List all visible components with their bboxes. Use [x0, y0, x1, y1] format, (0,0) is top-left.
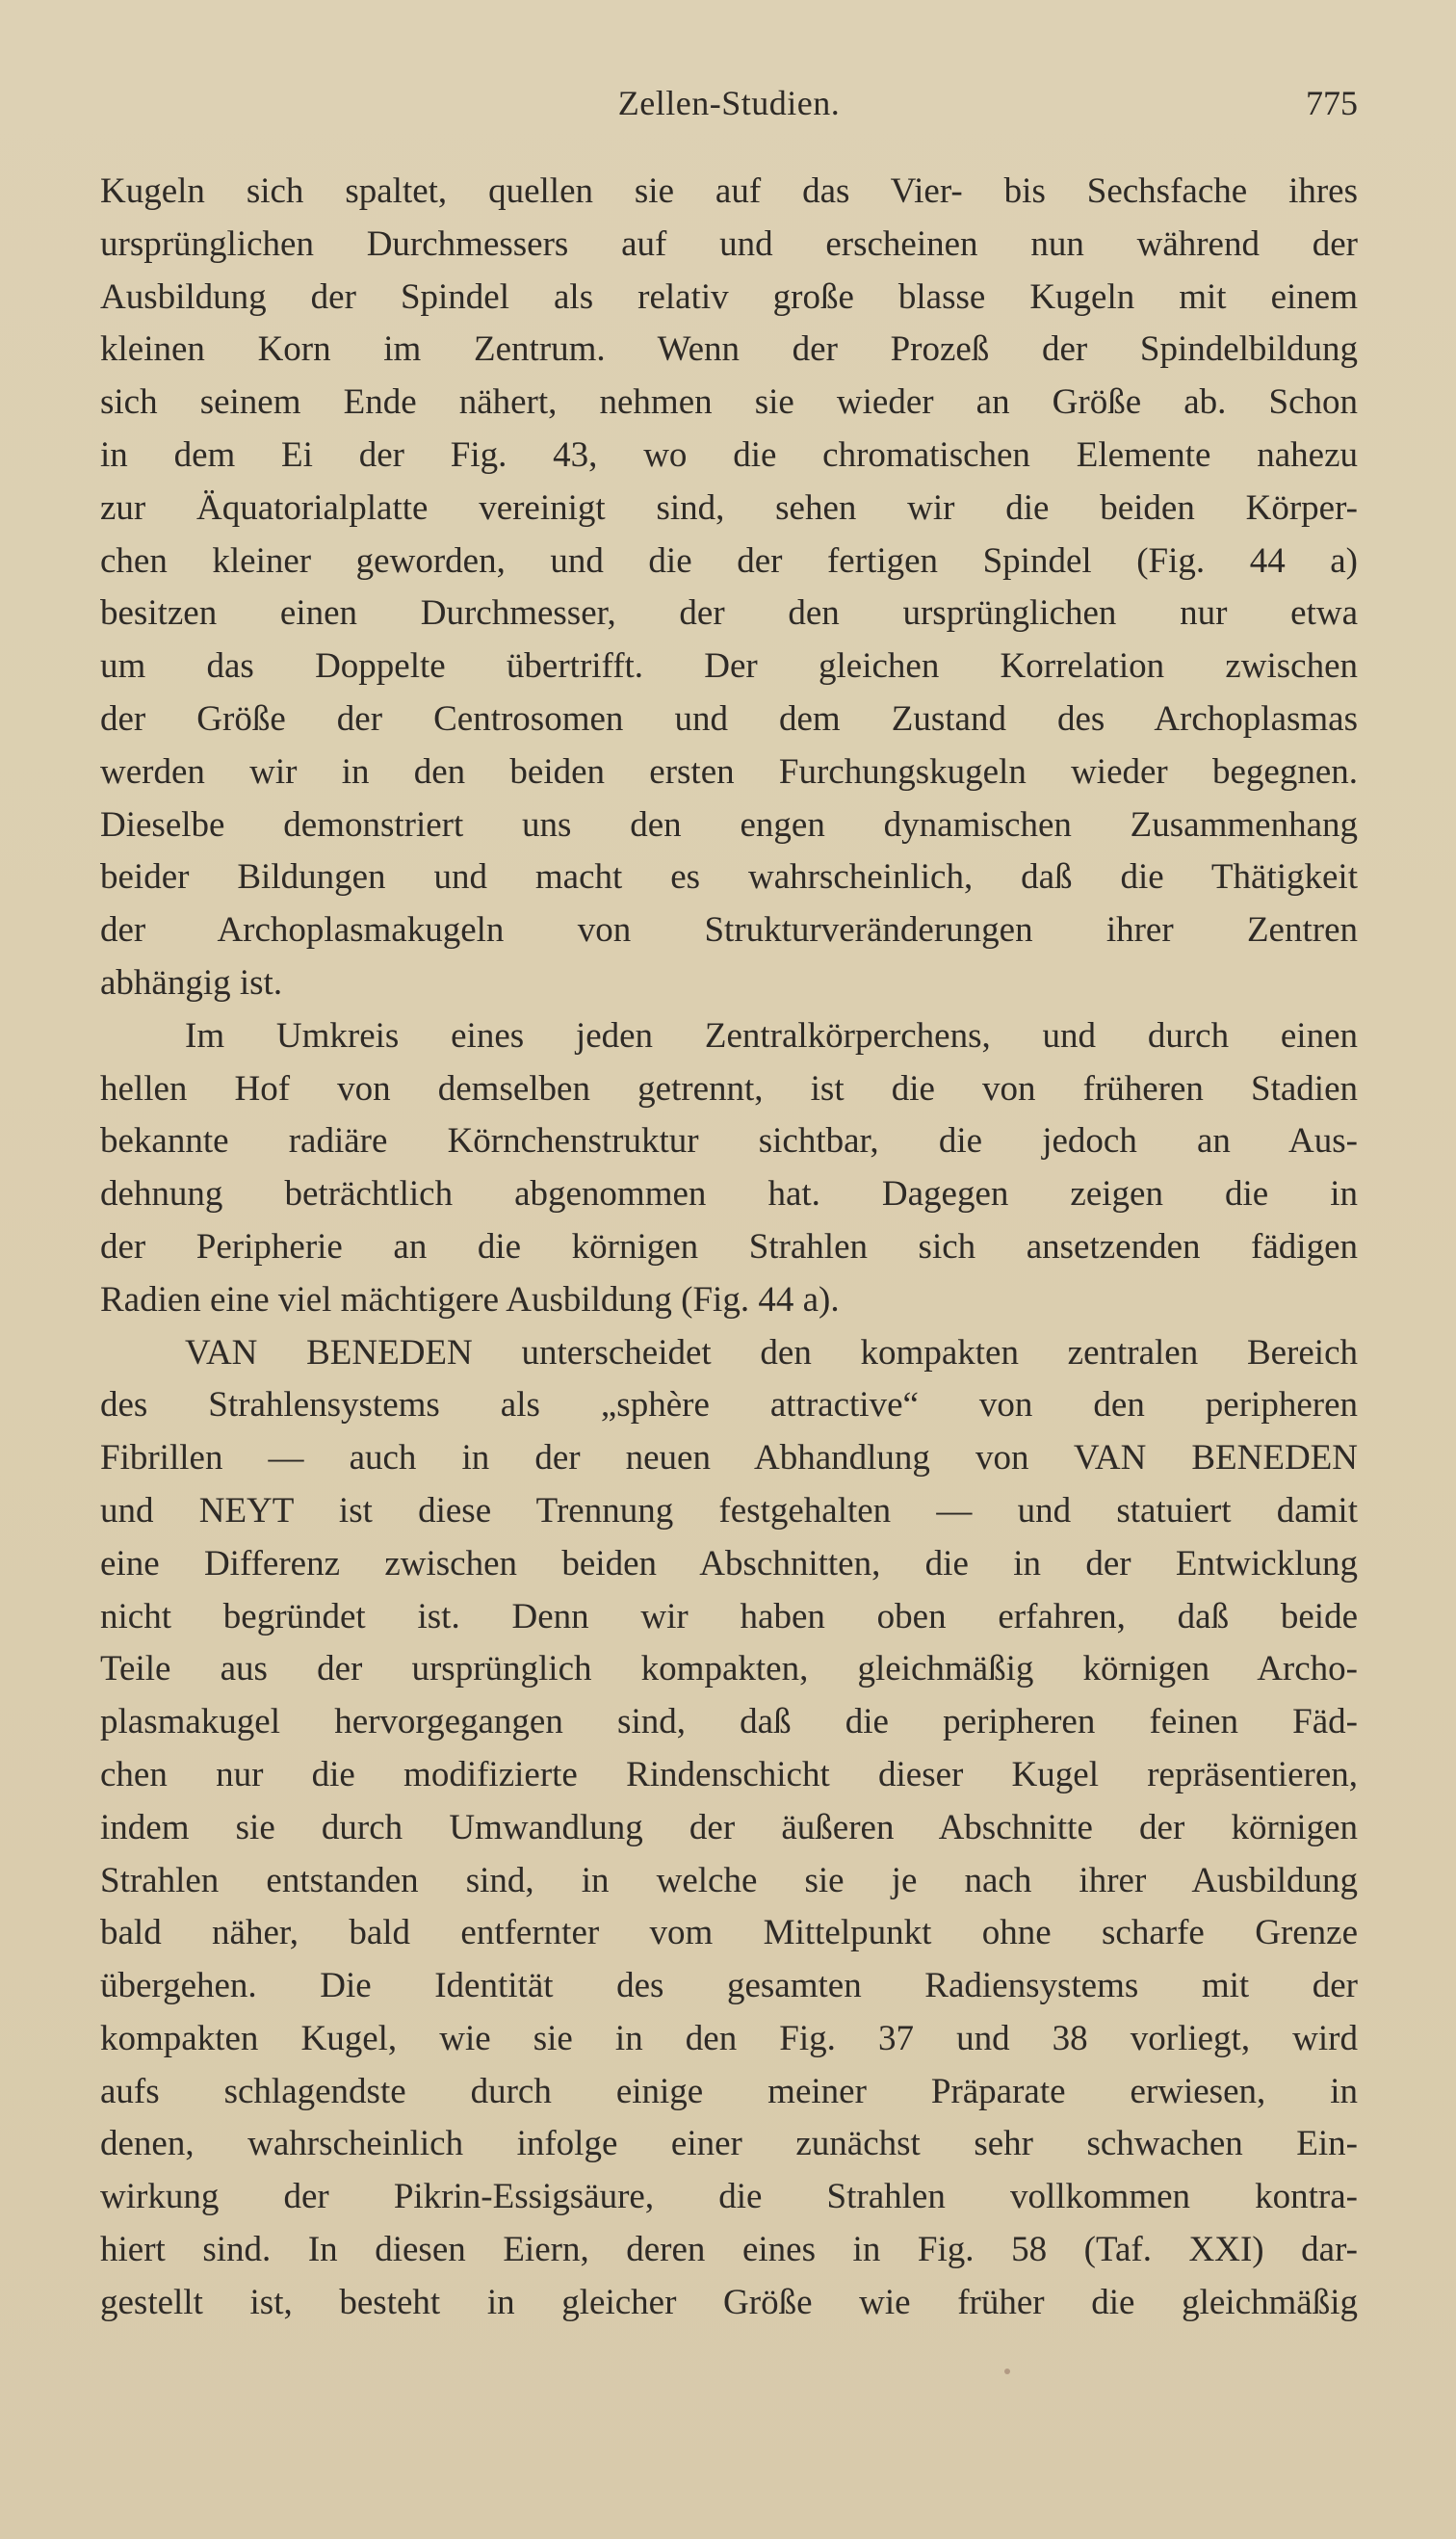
text-line: bald näher, bald entfernter vom Mittelpunkt ohne scharfe Grenze: [100, 1913, 1358, 1953]
text-line: aufs schlagendste durch einige meiner Präparate erwiesen, in: [100, 2071, 1358, 2111]
text-line: abhängig ist.: [100, 962, 283, 1003]
text-line: chen kleiner geworden, und die der fertigen Spindel (Fig. 44 a): [100, 540, 1358, 581]
text-line: Kugeln sich spaltet, quellen sie auf das Vier- bis Sechsfache ihres: [100, 171, 1358, 211]
page-number: 775: [1306, 84, 1358, 122]
page-header: [100, 83, 1358, 141]
text-line: denen, wahrscheinlich infolge einer zunächst sehr schwachen Ein-: [100, 2124, 1358, 2164]
text-line: kompakten Kugel, wie sie in den Fig. 37 und 38 vorliegt, wird: [100, 2018, 1358, 2058]
text-line: in dem Ei der Fig. 43, wo die chromatischen Elemente nahezu: [100, 434, 1358, 475]
text-line: werden wir in den beiden ersten Furchungskugeln wieder begegnen.: [100, 751, 1358, 792]
text-line: übergehen. Die Identität des gesamten Radiensystems mit der: [100, 1966, 1358, 2006]
text-line: hellen Hof von demselben getrennt, ist die von früheren Stadien: [100, 1068, 1358, 1109]
text-line: Teile aus der ursprünglich kompakten, gleichmäßig körnigen Archo-: [100, 1649, 1358, 1689]
text-line: eine Differenz zwischen beiden Abschnitten, die in der Entwicklung: [100, 1543, 1358, 1584]
body-text: [100, 166, 1358, 2330]
text-line: indem sie durch Umwandlung der äußeren Abschnitte der körnigen: [100, 1807, 1358, 1847]
text-line: Strahlen entstanden sind, in welche sie je nach ihrer Ausbildung: [100, 1860, 1358, 1900]
text-line: der Peripherie an die körnigen Strahlen sich ansetzenden fädigen: [100, 1226, 1358, 1267]
text-line: dehnung beträchtlich abgenommen hat. Dagegen zeigen die in: [100, 1174, 1358, 1215]
text-line: Ausbildung der Spindel als relativ große blasse Kugeln mit einem: [100, 276, 1358, 317]
text-line: und NEYT ist diese Trennung festgehalten — und statuiert damit: [100, 1490, 1358, 1531]
text-line: des Strahlensystems als „sphère attractive“ von den peripheren: [100, 1385, 1358, 1426]
text-line: chen nur die modifizierte Rindenschicht dieser Kugel repräsentieren,: [100, 1754, 1358, 1794]
text-line: bekannte radiäre Körnchenstruktur sichtbar, die jedoch an Aus-: [100, 1121, 1358, 1162]
paragraph-first-line: VAN BENEDEN unterscheidet den kompakten zentralen Bereich: [185, 1332, 1358, 1373]
text-line: plasmakugel hervorgegangen sind, daß die peripheren feinen Fäd-: [100, 1702, 1358, 1742]
paragraph-first-line: Im Umkreis eines jeden Zentralkörperchens, und durch einen: [185, 1015, 1358, 1056]
text-line: besitzen einen Durchmesser, der den ursprünglichen nur etwa: [100, 593, 1358, 634]
text-line: kleinen Korn im Zentrum. Wenn der Prozeß der Spindelbildung: [100, 329, 1358, 370]
text-line: Dieselbe demonstriert uns den engen dynamischen Zusammenhang: [100, 804, 1358, 845]
text-line: gestellt ist, besteht in gleicher Größe wie früher die gleichmäßig: [100, 2282, 1358, 2322]
text-line: Fibrillen — auch in der neuen Abhandlung von VAN BENEDEN: [100, 1438, 1358, 1479]
running-head: Zellen-Studien.: [617, 84, 841, 122]
text-line: hiert sind. In diesen Eiern, deren eines in Fig. 58 (Taf. XXI) dar-: [100, 2230, 1358, 2270]
text-line: um das Doppelte übertrifft. Der gleichen Korrelation zwischen: [100, 646, 1358, 687]
text-line: sich seinem Ende nähert, nehmen sie wieder an Größe ab. Schon: [100, 382, 1358, 423]
text-line: ursprünglichen Durchmessers auf und erscheinen nun während der: [100, 223, 1358, 264]
text-line: der Archoplasmakugeln von Strukturveränderungen ihrer Zentren: [100, 910, 1358, 951]
text-line: wirkung der Pikrin-Essigsäure, die Strahlen vollkommen kontra-: [100, 2177, 1358, 2217]
text-line: beider Bildungen und macht es wahrscheinlich, daß die Thätigkeit: [100, 857, 1358, 898]
ink-speck: [1004, 2369, 1010, 2374]
text-line: der Größe der Centrosomen und dem Zustand des Archoplasmas: [100, 698, 1358, 739]
text-line: nicht begründet ist. Denn wir haben oben erfahren, daß beide: [100, 1596, 1358, 1636]
text-line: Radien eine viel mächtigere Ausbildung (Fig. 44 a).: [100, 1279, 840, 1320]
text-line: zur Äquatorialplatte vereinigt sind, sehen wir die beiden Körper-: [100, 487, 1358, 528]
